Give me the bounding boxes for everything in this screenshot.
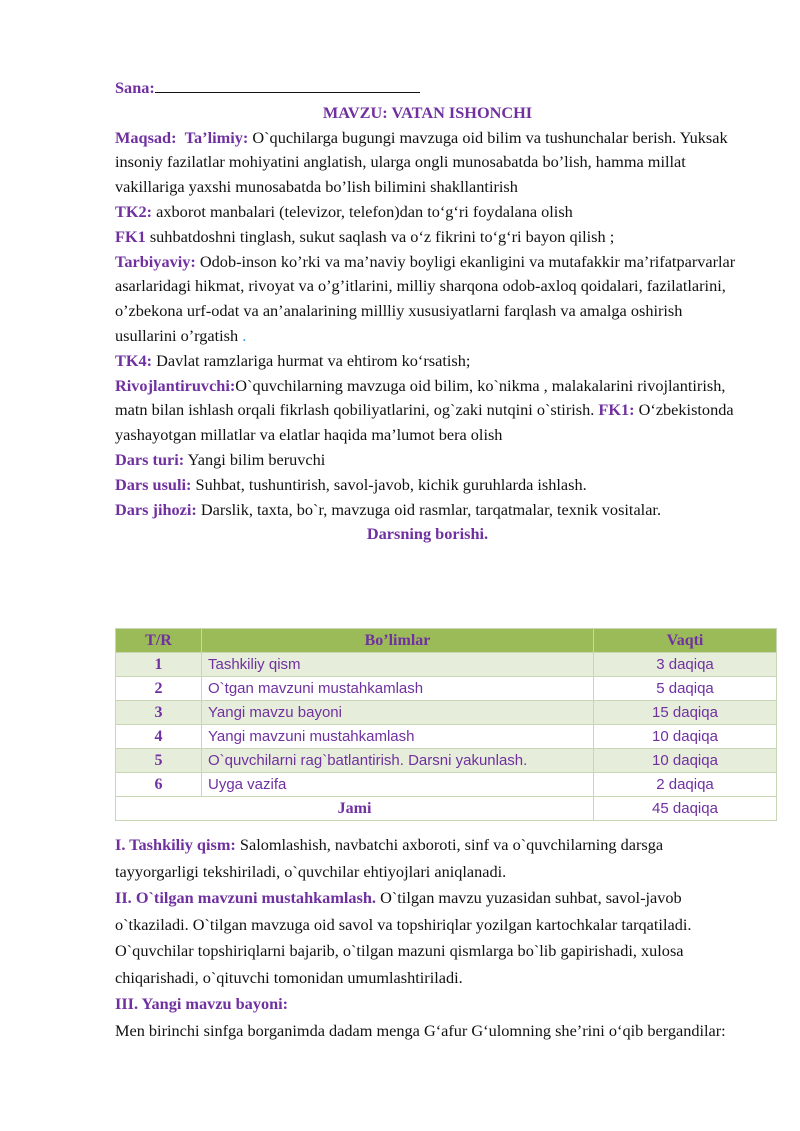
section-3-label: III. Yangi mavzu bayoni: [115,994,289,1013]
row-time: 3 daqiqa [594,653,777,677]
section-2-paragraph [115,885,740,991]
tk2-paragraph [115,200,740,225]
table-row [116,725,777,749]
table-total-row [116,797,777,821]
page-title: MAVZU: VATAN ISHONCHI [322,102,533,122]
talimiy-label: Ta’limiy: [184,127,249,147]
row-time: 10 daqiqa [594,725,777,749]
table-row [116,653,777,677]
section-1-label: I. Tashkiliy qism: [115,835,236,854]
tk4-label: TK4: [115,350,153,370]
tarbiyaviy-label: Tarbiyaviy: [115,251,196,271]
dars-turi-paragraph [115,448,740,473]
row-number: 3 [116,701,202,725]
total-label: Jami [116,797,594,821]
section-2-text: O`tilgan mavzu yuzasidan suhbat, savol-javob o`tkaziladi. O`tilgan mavzuga oid savol va topshiriqlar yozilgan kartochkalar tarqatiladi. O`quvchilar topshiriqlarni bajarib, o`tilgan mazuni qismlarga bo`lib gapirishadi, xulosa chiqarishadi, o`qituvchi tomonidan umumlashtiriladi. [115,888,692,987]
dars-turi-text: Yangi bilim beruvchi [187,449,326,469]
maqsad-text: O`quchilarga bugungi mavzuga oid bilim va tushunchalar berish. Yuksak insoniy fazilatlar mohiyatini anglatish, ularga ongli munosabatda bo’lish, hamma millat vakillariga yaxshi munosabatda bo’lish bilimini shakllantirish [115,127,728,197]
dars-usuli-paragraph [115,473,740,498]
tarbiyaviy-text: Odob-inson ko’rki va ma’naviy boyligi ekanligini va mutafakkir ma’rifatparvarlar asarlaridagi hikmat, rivoyat va o’g’itlarini, milliy sharqona odob-axloq qoidalari, fazilatlarini, o’zbekona urf-odat va an’analarining millliy xususiyatlarni farqlash va amalga oshirish usullarini o’rgatish [115,251,736,345]
column-header-tr: T/R [116,629,202,653]
row-time: 5 daqiqa [594,677,777,701]
lesson-plan-table [115,628,777,821]
rivojlantiruvchi-label: Rivojlantiruvchi: [115,375,236,395]
tk2-label: TK2: [115,201,153,221]
fk1-paragraph [115,225,740,250]
table-row [116,677,777,701]
row-time: 10 daqiqa [594,749,777,773]
row-section: O`tgan mavzuni mustahkamlash [202,677,594,701]
table-row [116,773,777,797]
table-row [116,749,777,773]
plan-heading: Darsning borishi. [366,524,489,544]
fk1-label: FK1 [115,226,146,246]
row-number: 2 [116,677,202,701]
section-1-paragraph [115,832,740,885]
row-section: Yangi mavzuni mustahkamlash [202,725,594,749]
section-1-text: Salomlashish, navbatchi axboroti, sinf va o`quvchilarning darsga tayyorgarligi tekshiriladi, o`quvchilar ehtiyojlari aniqlanadi. [115,835,664,881]
section-2-label: II. O`tilgan mavzuni mustahkamlash. [115,888,377,907]
row-number: 5 [116,749,202,773]
tarbiyaviy-dot: . [242,325,247,345]
row-time: 2 daqiqa [594,773,777,797]
rivoj-fk1-text: O‘zbekistonda yashayotgan millatlar va elatlar haqida ma’lumot bera olish [115,400,734,445]
date-line [115,76,740,101]
date-label: Sana: [115,78,155,97]
column-header-time: Vaqti [594,629,777,653]
total-time: 45 daqiqa [594,797,777,821]
dars-usuli-label: Dars usuli: [115,474,192,494]
tk2-text: axborot manbalari (televizor, telefon)dan to‘g‘ri foydalana olish [156,201,573,221]
dars-turi-label: Dars turi: [115,449,185,469]
column-header-sections: Bo’limlar [202,629,594,653]
dars-jihozi-label: Dars jihozi: [115,499,197,519]
row-number: 1 [116,653,202,677]
date-blank [155,78,420,93]
rivojlantiruvchi-paragraph [115,374,740,448]
lesson-plan-header [115,76,740,547]
row-section: Yangi mavzu bayoni [202,701,594,725]
row-section: O`quvchilarni rag`batlantirish. Darsni yakunlash. [202,749,594,773]
fk1-text: suhbatdoshni tinglash, sukut saqlash va o‘z fikrini to‘g‘ri bayon qilish ; [149,226,615,246]
table-row [116,701,777,725]
row-time: 15 daqiqa [594,701,777,725]
section-3-heading [115,991,740,1018]
rivoj-fk1-label: FK1: [598,400,635,420]
row-section: Tashkiliy qism [202,653,594,677]
dars-usuli-text: Suhbat, tushuntirish, savol-javob, kichik guruhlarda ishlash. [195,474,587,494]
lesson-sections [115,832,740,1044]
section-3-text: Men birinchi sinfga borganimda dadam menga G‘afur G‘ulomning she’rini o‘qib bergandilar: [115,1020,726,1040]
maqsad-label: Maqsad: [115,127,177,147]
tarbiyaviy-paragraph [115,250,740,349]
tk4-paragraph [115,349,740,374]
row-number: 6 [116,773,202,797]
dars-jihozi-text: Darslik, taxta, bo`r, mavzuga oid rasmlar, tarqatmalar, texnik vositalar. [200,499,662,519]
maqsad-paragraph [115,126,740,200]
row-section: Uyga vazifa [202,773,594,797]
dars-jihozi-paragraph [115,498,740,523]
table-header-row [116,629,777,653]
tk4-text: Davlat ramzlariga hurmat va ehtirom ko‘rsatish; [156,350,471,370]
row-number: 4 [116,725,202,749]
rivojlantiruvchi-text: O`quvchilarning mavzuga oid bilim, ko`nikma , malakalarini rivojlantirish, matn bilan ishlash orqali fikrlash qobiliyatlarini, og`zaki nutqini o`stirish. [115,375,726,420]
